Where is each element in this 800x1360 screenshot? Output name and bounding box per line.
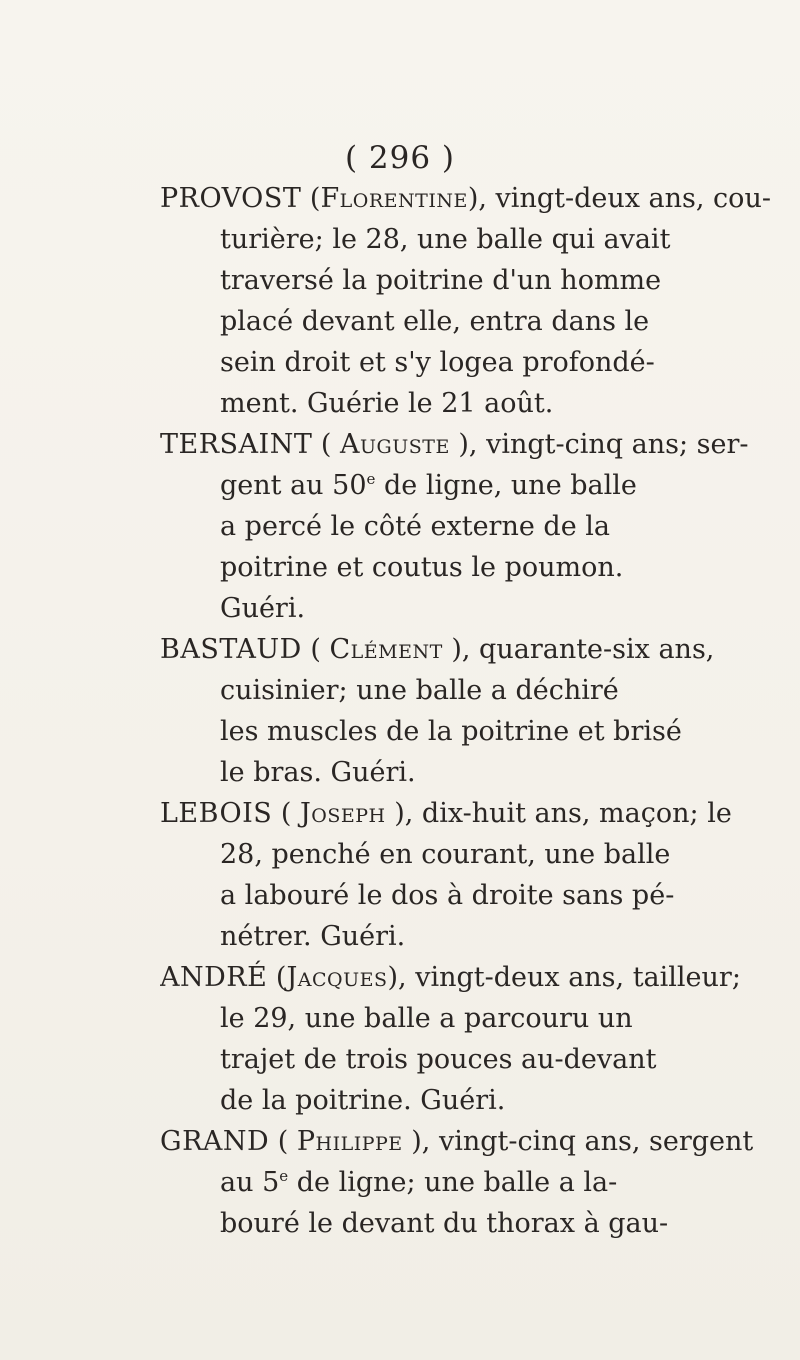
entry-line: 28, penché en courant, une balle [220, 839, 671, 870]
entry-line: turière; le 28, une balle qui avait [220, 224, 671, 255]
entry-line-text: de ligne; une balle a la- [288, 1167, 618, 1198]
entry-line: ment. Guérie le 21 août. [220, 388, 554, 419]
entry-line: nétrer. Guéri. [220, 921, 406, 952]
entry-surname: TERSAINT [160, 429, 313, 460]
page-number: ( 296 ) [344, 140, 456, 176]
entry-line: placé devant elle, entra dans le [220, 306, 650, 337]
entry-surname: LEBOIS [160, 798, 273, 829]
entry-surname: ANDRÉ [160, 962, 268, 993]
ordinal-superscript: e [279, 1167, 289, 1185]
entry-given-name: Joseph [299, 798, 386, 829]
entry-surname: BASTAUD [160, 634, 302, 665]
entry-given-name: Clément [329, 634, 443, 665]
entry-line: cuisinier; une balle a déchiré [220, 675, 619, 706]
entry-line: a labouré le dos à droite sans pé- [220, 880, 675, 911]
entry-heading: GRAND ( Philippe ), vingt-cinq ans, sergent [160, 1126, 754, 1157]
entry-line-text: au 5 [220, 1167, 280, 1198]
entry-line: bouré le devant du thorax à gau- [220, 1208, 669, 1239]
entry-lebois [160, 793, 800, 957]
entry-line-text: de ligne, une balle [375, 470, 637, 501]
entry-tersaint [160, 424, 800, 629]
entry-given-name: Florentine [320, 183, 468, 214]
entry-grand [160, 1121, 800, 1244]
entry-heading: TERSAINT ( Auguste ), vingt-cinq ans; ser- [160, 429, 749, 460]
entry-line [160, 1162, 800, 1203]
entry-line: trajet de trois pouces au-devant [220, 1044, 657, 1075]
entry-given-name: Auguste [340, 429, 450, 460]
entry-line: les muscles de la poitrine et brisé [220, 716, 682, 747]
entry-line: traversé la poitrine d'un homme [220, 265, 662, 296]
entry-line: Guéri. [220, 593, 306, 624]
entry-line [160, 465, 800, 506]
entry-heading-text: ), vingt-cinq ans, sergent [402, 1126, 754, 1157]
entry-line: a percé le côté externe de la [220, 511, 610, 542]
ordinal-superscript: e [366, 470, 376, 488]
entries-list [160, 178, 800, 1244]
entry-line-text: gent au 50 [220, 470, 367, 501]
entry-heading-text: ), vingt-deux ans, tailleur; [387, 962, 741, 993]
entry-heading: LEBOIS ( Joseph ), dix-huit ans, maçon; le [160, 798, 732, 829]
entry-provost [160, 178, 800, 424]
entry-given-name: Philippe [296, 1126, 403, 1157]
entry-andre [160, 957, 800, 1121]
entry-given-name: Jacques [286, 962, 388, 993]
entry-line: sein droit et s'y logea profondé- [220, 347, 655, 378]
entry-heading-text: ), quarante-six ans, [442, 634, 715, 665]
entry-heading: ANDRÉ (Jacques), vingt-deux ans, tailleur; [160, 962, 741, 993]
entry-line: poitrine et coutus le poumon. [220, 552, 624, 583]
entry-surname: GRAND [160, 1126, 270, 1157]
entry-line: le 29, une balle a parcouru un [220, 1003, 633, 1034]
entry-heading: BASTAUD ( Clément ), quarante-six ans, [160, 634, 715, 665]
entry-bastaud [160, 629, 800, 793]
entry-line: de la poitrine. Guéri. [220, 1085, 506, 1116]
entry-heading-text: ), vingt-deux ans, cou- [467, 183, 771, 214]
entry-heading: PROVOST (Florentine), vingt-deux ans, cou- [160, 183, 771, 214]
entry-heading-text: ), dix-huit ans, maçon; le [385, 798, 732, 829]
entry-surname: PROVOST [160, 183, 302, 214]
entry-heading-text: ), vingt-cinq ans; ser- [449, 429, 749, 460]
entry-line: le bras. Guéri. [220, 757, 416, 788]
